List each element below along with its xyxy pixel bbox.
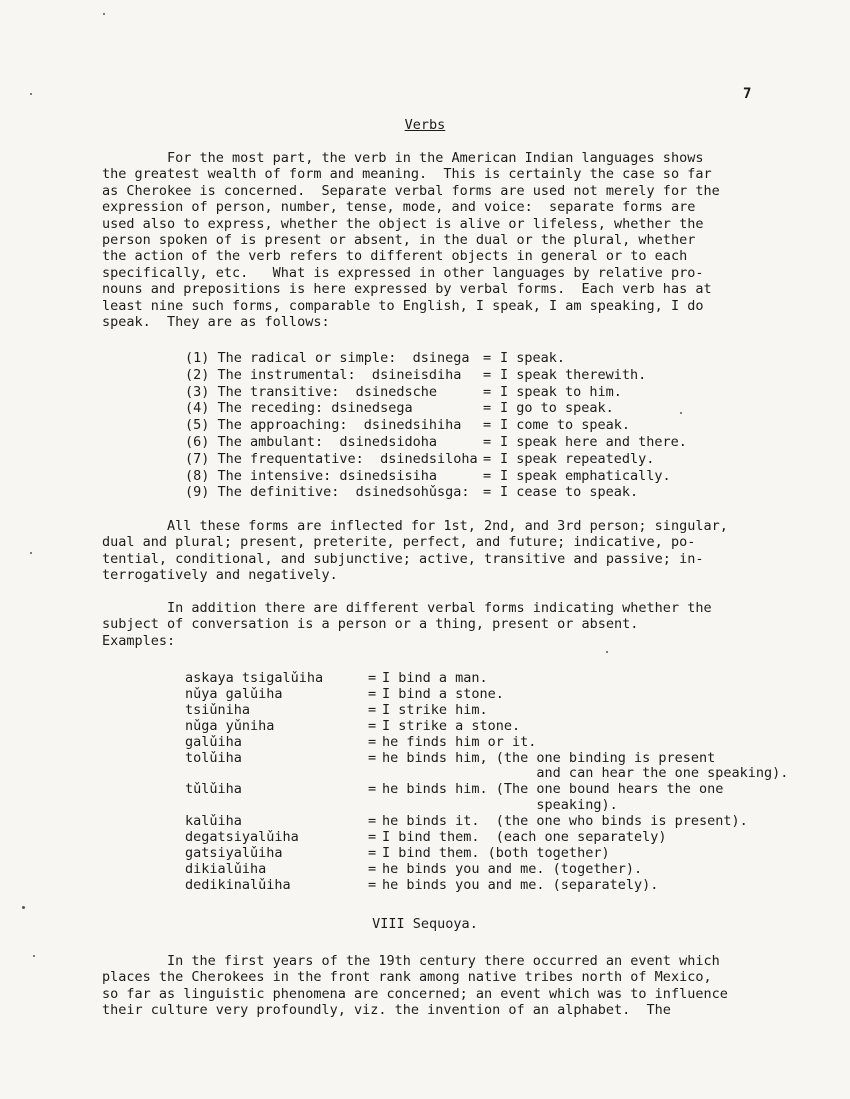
form-equals: = xyxy=(483,383,492,400)
form-label: (5) The approaching: dsinedsihiha xyxy=(185,417,462,434)
example-gloss: he binds him, (the one binding is present xyxy=(382,749,716,766)
text-line: subject of conversation is a person or a thing, present or absent. xyxy=(102,616,639,633)
form-equals: = xyxy=(483,366,492,383)
example-gloss: he finds him or it. xyxy=(382,733,537,750)
form-gloss: I cease to speak. xyxy=(500,484,639,501)
form-label: (4) The receding: dsinedsega xyxy=(185,400,413,417)
form-label: (6) The ambulant: dsinedsidoha xyxy=(185,434,437,450)
example-equals: = xyxy=(368,749,377,766)
form-gloss: I speak to him. xyxy=(500,383,622,400)
text-line: least nine such forms, comparable to English, I speak, I am speaking, I do xyxy=(102,297,704,314)
example-term: nǔya galǔiha xyxy=(185,685,283,702)
text-line: person spoken of is present or absent, in the dual or the plural, whether xyxy=(102,232,696,249)
form-label: (7) The frequentative: dsinedsiloha xyxy=(185,450,478,467)
form-gloss: I speak therewith. xyxy=(500,366,647,383)
form-equals: = xyxy=(483,434,492,450)
text-line: as Cherokee is concerned. Separate verbal forms are used not merely for the xyxy=(102,182,720,199)
scan-speck xyxy=(22,906,25,909)
section-title-verbs: Verbs xyxy=(404,117,446,133)
example-equals: = xyxy=(368,685,377,702)
example-term: dedikinalǔiha xyxy=(185,876,291,893)
form-label: (2) The instrumental: dsineisdiha xyxy=(185,366,462,383)
text-line: In the first years of the 19th century there occurred an event which xyxy=(102,953,720,969)
text-line: terrogatively and negatively. xyxy=(102,567,338,584)
example-gloss: he binds him. (The one bound hears the one xyxy=(382,781,724,798)
text-line: dual and plural; present, preterite, perfect, and future; indicative, po- xyxy=(102,534,696,551)
example-equals: = xyxy=(368,717,377,734)
example-term: degatsiyalǔiha xyxy=(185,829,299,845)
form-equals: = xyxy=(483,350,492,366)
example-term: tǔlǔiha xyxy=(185,781,242,798)
example-term: dikialǔiha xyxy=(185,860,267,877)
text-line: so far as linguistic phenomena are concerned; an event which was to influence xyxy=(102,985,728,1002)
scan-speck xyxy=(33,955,35,957)
example-equals: = xyxy=(368,781,377,798)
form-gloss: I speak. xyxy=(500,350,566,366)
example-equals: = xyxy=(368,844,377,861)
scan-speck xyxy=(680,412,682,414)
form-label: (8) The intensive: dsinedsisiha xyxy=(185,467,437,484)
text-line: Examples: xyxy=(102,632,176,649)
example-equals: = xyxy=(368,670,377,686)
example-equals: = xyxy=(368,876,377,893)
example-equals: = xyxy=(368,829,377,845)
example-term: nǔga yǔniha xyxy=(185,717,275,734)
example-term: askaya tsigalǔiha xyxy=(185,670,324,686)
example-gloss: I bind a man. xyxy=(382,670,488,686)
form-label: (3) The transitive: dsinedsche xyxy=(185,383,437,400)
text-line: nouns and prepositions is here expressed by verbal forms. Each verb has at xyxy=(102,281,712,298)
text-line: specifically, etc. What is expressed in other languages by relative pro- xyxy=(102,264,704,281)
text-line: expression of person, number, tense, mode, and voice: separate forms are xyxy=(102,199,696,216)
form-gloss: I go to speak. xyxy=(500,400,614,417)
text-line: All these forms are inflected for 1st, 2nd, and 3rd person; singular, xyxy=(102,518,728,534)
text-line: the action of the verb refers to different objects in general or to each xyxy=(102,248,688,265)
example-gloss: I strike a stone. xyxy=(382,717,521,734)
example-term: tolǔiha xyxy=(185,749,242,766)
example-term: gatsiyalǔiha xyxy=(185,844,283,861)
form-gloss: I speak emphatically. xyxy=(500,467,671,484)
example-equals: = xyxy=(368,813,377,830)
scan-speck xyxy=(30,552,32,554)
text-line: used also to express, whether the object is alive or lifeless, whether the xyxy=(102,215,704,232)
example-equals: = xyxy=(368,860,377,877)
example-term: tsiǔniha xyxy=(185,701,251,718)
example-gloss: I bind them. (each one separately) xyxy=(382,829,667,845)
example-gloss: I bind a stone. xyxy=(382,685,504,702)
example-gloss: I bind them. (both together) xyxy=(382,844,610,861)
text-line: the greatest wealth of form and meaning. This is certainly the case so far xyxy=(102,166,712,183)
form-gloss: I come to speak. xyxy=(500,417,631,434)
intro-paragraph xyxy=(102,150,742,330)
example-gloss: and can hear the one speaking). xyxy=(382,765,789,782)
addition-paragraph xyxy=(102,600,742,649)
form-gloss: I speak here and there. xyxy=(500,434,687,450)
example-term: kalǔiha xyxy=(185,813,242,830)
example-gloss: he binds it. (the one who binds is present). xyxy=(382,813,748,830)
form-label: (1) The radical or simple: dsinega xyxy=(185,350,470,366)
sequoya-paragraph xyxy=(102,953,742,1019)
example-gloss: he binds you and me. (together). xyxy=(382,860,643,877)
text-line: their culture very profoundly, viz. the invention of an alphabet. The xyxy=(102,1002,671,1019)
scan-speck xyxy=(103,13,105,15)
example-gloss: I strike him. xyxy=(382,701,488,718)
section-title-sequoya: VIII Sequoya. xyxy=(372,916,478,932)
form-label: (9) The definitive: dsinedsohǔsga: xyxy=(185,484,470,501)
scan-speck xyxy=(606,651,608,653)
text-line: In addition there are different verbal forms indicating whether the xyxy=(102,600,712,616)
form-equals: = xyxy=(483,450,492,467)
text-line: For the most part, the verb in the American Indian languages shows xyxy=(102,150,704,166)
example-gloss: speaking). xyxy=(382,797,618,814)
example-term: galǔiha xyxy=(185,733,242,750)
text-line: tential, conditional, and subjunctive; active, transitive and passive; in- xyxy=(102,550,704,567)
scan-speck xyxy=(30,93,32,95)
inflection-paragraph xyxy=(102,518,742,584)
page-number: 7 xyxy=(743,86,752,102)
example-equals: = xyxy=(368,733,377,750)
form-equals: = xyxy=(483,400,492,417)
form-equals: = xyxy=(483,484,492,501)
text-line: speak. They are as follows: xyxy=(102,314,330,331)
example-gloss: he binds you and me. (separately). xyxy=(382,876,659,893)
form-equals: = xyxy=(483,417,492,434)
text-line: places the Cherokees in the front rank among native tribes north of Mexico, xyxy=(102,969,712,986)
form-gloss: I speak repeatedly. xyxy=(500,450,655,467)
form-equals: = xyxy=(483,467,492,484)
example-equals: = xyxy=(368,701,377,718)
